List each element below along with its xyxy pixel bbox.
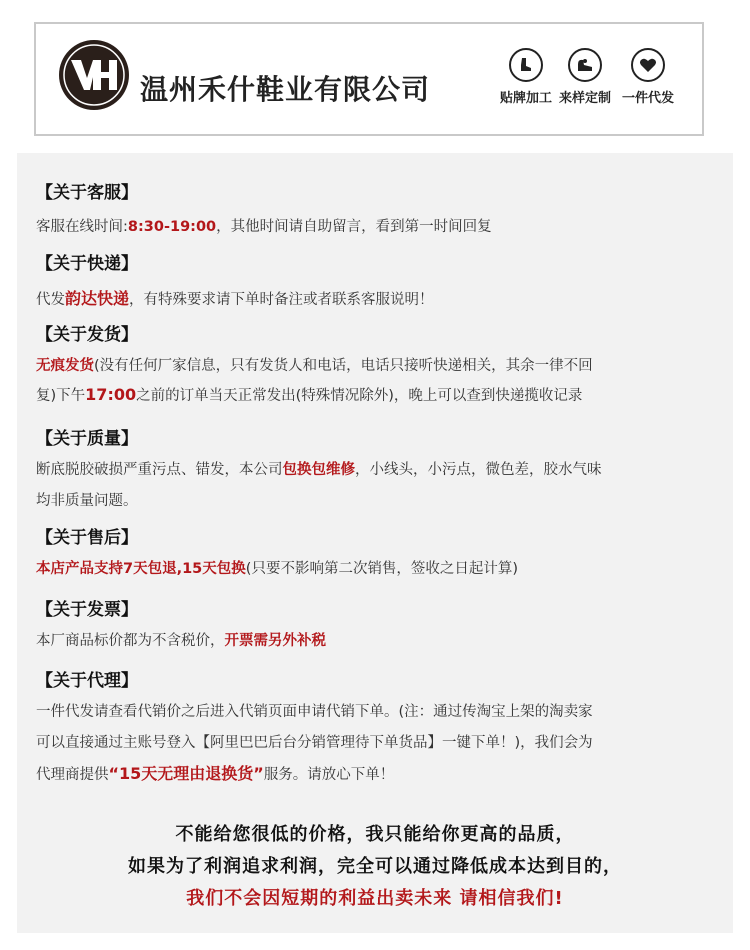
heart-icon (631, 48, 665, 82)
header-banner (34, 22, 704, 136)
express-text (36, 286, 434, 309)
agent-guarantee: “15天无理由退换货” (108, 764, 264, 783)
closing-line-2: 如果为了利润追求利润，完全可以通过降低成本达到目的， (128, 856, 622, 877)
cutoff-time: 17:00 (85, 385, 137, 404)
bag-icon (568, 48, 602, 82)
service-text (36, 215, 492, 236)
text: (没有任何厂家信息，只有发货人和电话，电话只接听快递相关，其余一律不回 (94, 358, 593, 374)
quality-text-1 (36, 458, 602, 479)
section-title-aftersale: 【关于售后】 (36, 528, 138, 548)
express-carrier: 韵达快递 (65, 289, 130, 308)
shipping-text-2 (36, 384, 582, 405)
text: 本厂商品标价都为不含税价， (36, 633, 225, 649)
section-title-invoice: 【关于发票】 (36, 600, 138, 620)
closing-line-3: 我们不会因短期的利益出卖未来 请相信我们! (186, 888, 564, 909)
agent-text-1: 一件代发请查看代销价之后进入代销页面申请代销下单。(注：通过传淘宝上架的淘卖家 (36, 704, 593, 720)
text: 代理商提供 (36, 767, 109, 783)
text: ，小线头，小污点，微色差，胶水气味 (355, 462, 602, 478)
section-title-shipping: 【关于发货】 (36, 325, 138, 345)
text: 服务。请放心下单！ (263, 767, 395, 783)
closing-line-1: 不能给您很低的价格，我只能给你更高的品质， (175, 824, 575, 845)
service-hours: 8:30-19:00 (127, 219, 217, 235)
text: 之前的订单当天正常发出(特殊情况除外)，晚上可以查到快递揽收记录 (136, 388, 583, 404)
badge-label: 贴牌加工 (499, 91, 552, 106)
badge-oem (494, 48, 558, 106)
text: ，有特殊要求请下单时备注或者联系客服说明！ (129, 292, 434, 308)
section-title-quality: 【关于质量】 (36, 429, 138, 449)
return-policy: 本店产品支持7天包退,15天包换 (36, 561, 246, 577)
aftersale-text (36, 557, 518, 578)
shipping-text-1 (36, 354, 593, 375)
badge-custom (553, 48, 617, 106)
company-logo (57, 38, 131, 112)
text: ，其他时间请自助留言，看到第一时间回复 (216, 219, 492, 235)
repair-policy: 包换包维修 (282, 462, 355, 478)
agent-text-2: 可以直接通过主账号登入【阿里巴巴后台分销管理待下单货品】一键下单！)，我们会为 (36, 735, 593, 751)
shoe-icon (509, 48, 543, 82)
text: 断底脱胶破损严重污点、错发，本公司 (36, 462, 283, 478)
badge-label: 一件代发 (621, 91, 674, 106)
text: 复)下午 (36, 388, 86, 404)
section-title-service: 【关于客服】 (36, 183, 138, 203)
agent-text-3 (36, 761, 394, 784)
quality-text-2: 均非质量问题。 (36, 493, 138, 509)
no-trace-shipping: 无痕发货 (36, 358, 94, 374)
section-title-agent: 【关于代理】 (36, 671, 138, 691)
text: 客服在线时间: (36, 219, 128, 235)
invoice-tax-note: 开票需另外补税 (224, 633, 326, 649)
company-name: 温州禾什鞋业有限公司 (140, 73, 431, 106)
invoice-text (36, 629, 326, 650)
badge-dropship (616, 48, 680, 106)
badge-label: 来样定制 (558, 91, 611, 106)
text: (只要不影响第二次销售，签收之日起计算) (245, 561, 519, 577)
section-title-express: 【关于快递】 (36, 254, 138, 274)
text: 代发 (36, 292, 65, 308)
